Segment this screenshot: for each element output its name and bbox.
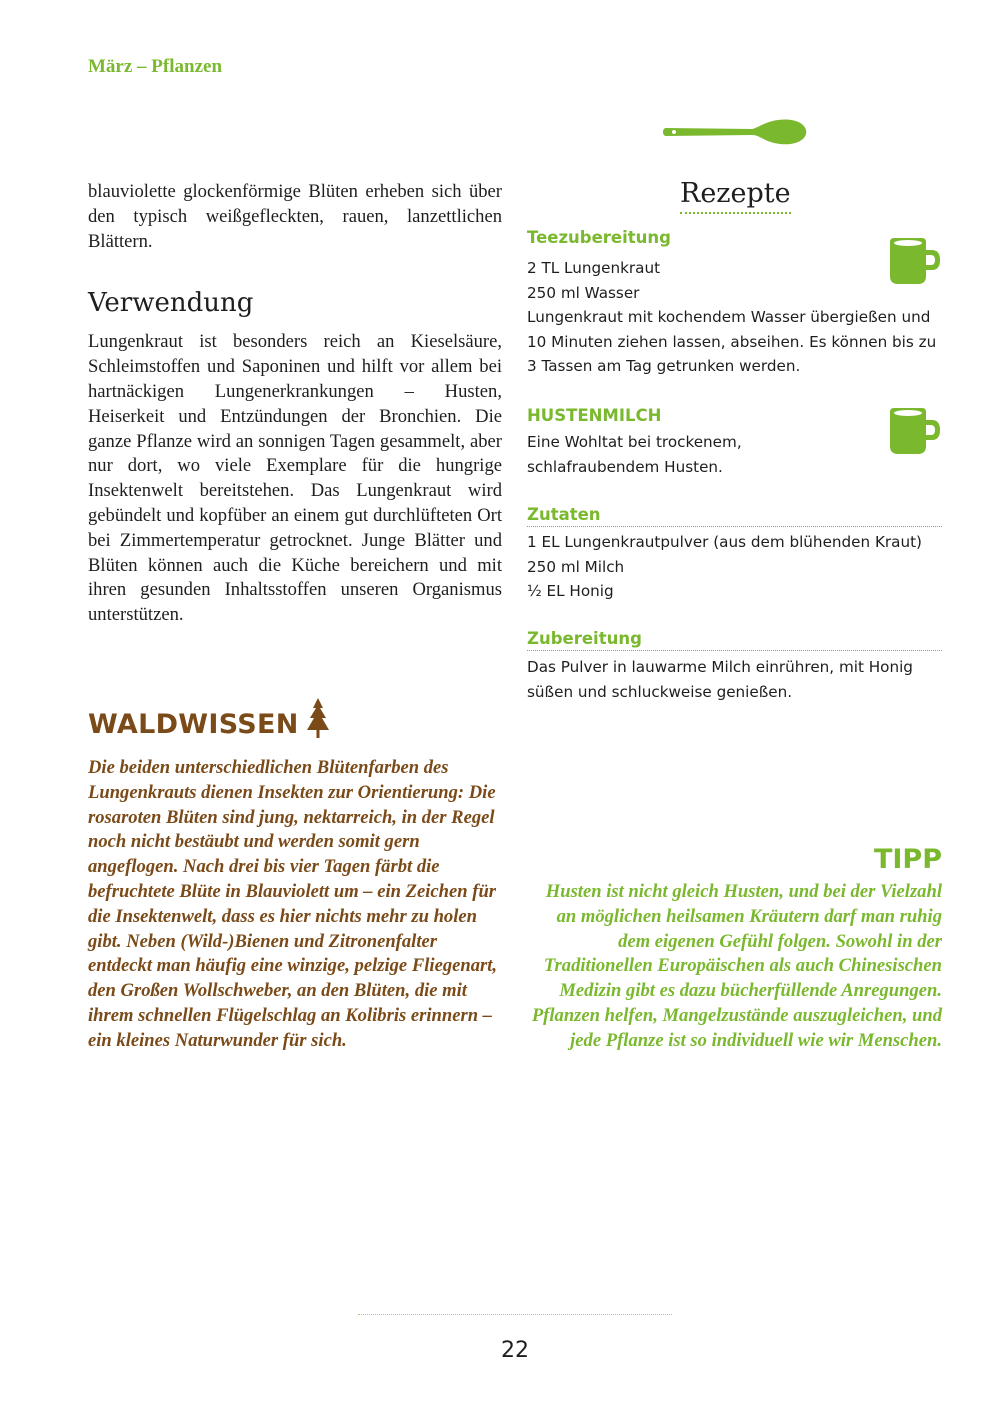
tipp-title: TIPP — [873, 844, 942, 875]
mug-icon — [888, 406, 944, 456]
waldwissen-title: WALDWISSEN — [88, 709, 299, 740]
hustenmilch-heading: HUSTENMILCH — [527, 406, 662, 425]
tee-ingredient: 2 TL Lungenkraut — [527, 259, 661, 277]
footer-divider — [358, 1314, 672, 1315]
zutaten-heading-row — [527, 505, 942, 527]
zubereitung-heading-row — [527, 629, 942, 651]
tree-icon — [305, 696, 331, 740]
zutaten-item: ½ EL Honig — [527, 582, 614, 600]
zubereitung-heading: Zubereitung — [527, 629, 642, 648]
intro-paragraph: blauviolette glockenförmige Blüten erheben sich über den typisch weißgefleckten, rauen, lanzettlichen Blättern. — [88, 181, 502, 252]
running-head: März – Pflanzen — [88, 56, 223, 77]
verwendung-paragraph: Lungenkraut ist besonders reich an Kieselsäure, Schleimstoffen und Saponinen und hilft vor allem bei hartnäckigen Lungenerkrankungen – Husten, Heiserkeit und Entzündungen der Bronchien. Die ganze Pflanze wird an sonnigen Tagen gesammelt, aber nur dort, wo viele Exemplare für die hungrige Insektenwelt bereitstehen. Das Lungenkraut wird gebündelt und kopfüber an einem gut durchlüfteten Ort bei Zimmertemperatur getrocknet. Junge Blätter und Blüten können auch die Küche bereichern und mit ihren gesunden Inhaltsstoffen unseren Organismus unterstützen. — [88, 331, 502, 626]
zutaten-heading: Zutaten — [527, 505, 601, 524]
waldwissen-text: Die beiden unterschiedlichen Blütenfarben des Lungenkrauts dienen Insekten zur Orientierung: Die rosaroten Blüten sind jung, nektarreich, in der Regel noch nicht bestäubt und werden somit gern angeflogen. Nach drei bis vier Tagen färbt die befruchtete Blüte in Blauviolett um – ein Zeichen für die Insektenwelt, dass es hier nichts mehr zu holen gibt. Neben (Wild-)Bienen und Zitronenfalter entdeckt man häufig eine winzige, pelzige Fliegenart, den Großen Wollschweber, an den Blüten, die mit ihrem schnellen Flügelschlag an Kolibris erinnern – ein kleines Naturwunder für sich. — [88, 757, 498, 1051]
waldwissen-header — [88, 696, 331, 740]
tee-ingredients — [527, 256, 942, 379]
tee-ingredient: 250 ml Wasser — [527, 283, 640, 302]
left-column — [88, 180, 502, 628]
rezepte-title: Rezepte — [680, 176, 791, 214]
verwendung-heading: Verwendung — [88, 288, 254, 319]
mug-icon — [888, 236, 944, 286]
tee-heading: Teezubereitung — [527, 228, 671, 247]
zutaten-item: 1 EL Lungenkrautpulver (aus dem blühenden Kraut) — [527, 533, 922, 551]
zutaten-list — [527, 530, 942, 604]
hustenmilch-description: Eine Wohltat bei trockenem, schlafraubendem Husten. — [527, 433, 742, 476]
page-number: 22 — [501, 1338, 529, 1363]
spoon-icon — [660, 114, 810, 150]
zutaten-item: 250 ml Milch — [527, 557, 625, 576]
zubereitung-text: Das Pulver in lauwarme Milch einrühren, mit Honig süßen und schluckweise genießen. — [527, 658, 913, 701]
tipp-text: Husten ist nicht gleich Husten, und bei der Vielzahl an möglichen heilsamen Kräutern darf man ruhig dem eigenen Gefühl folgen. Sowohl in der Traditionellen Europäischen als auch Chinesischen Medizin gibt es dazu bücherfüllende Anregungen. Pflanzen helfen, Mangelzustände auszugleichen, und jede Pflanze ist so individuell wie wir Menschen. — [531, 881, 942, 1051]
tee-instructions: Lungenkraut mit kochendem Wasser übergießen und 10 Minuten ziehen lassen, abseihen. Es können bis zu 3 Tassen am Tag getrunken werden. — [527, 308, 937, 375]
